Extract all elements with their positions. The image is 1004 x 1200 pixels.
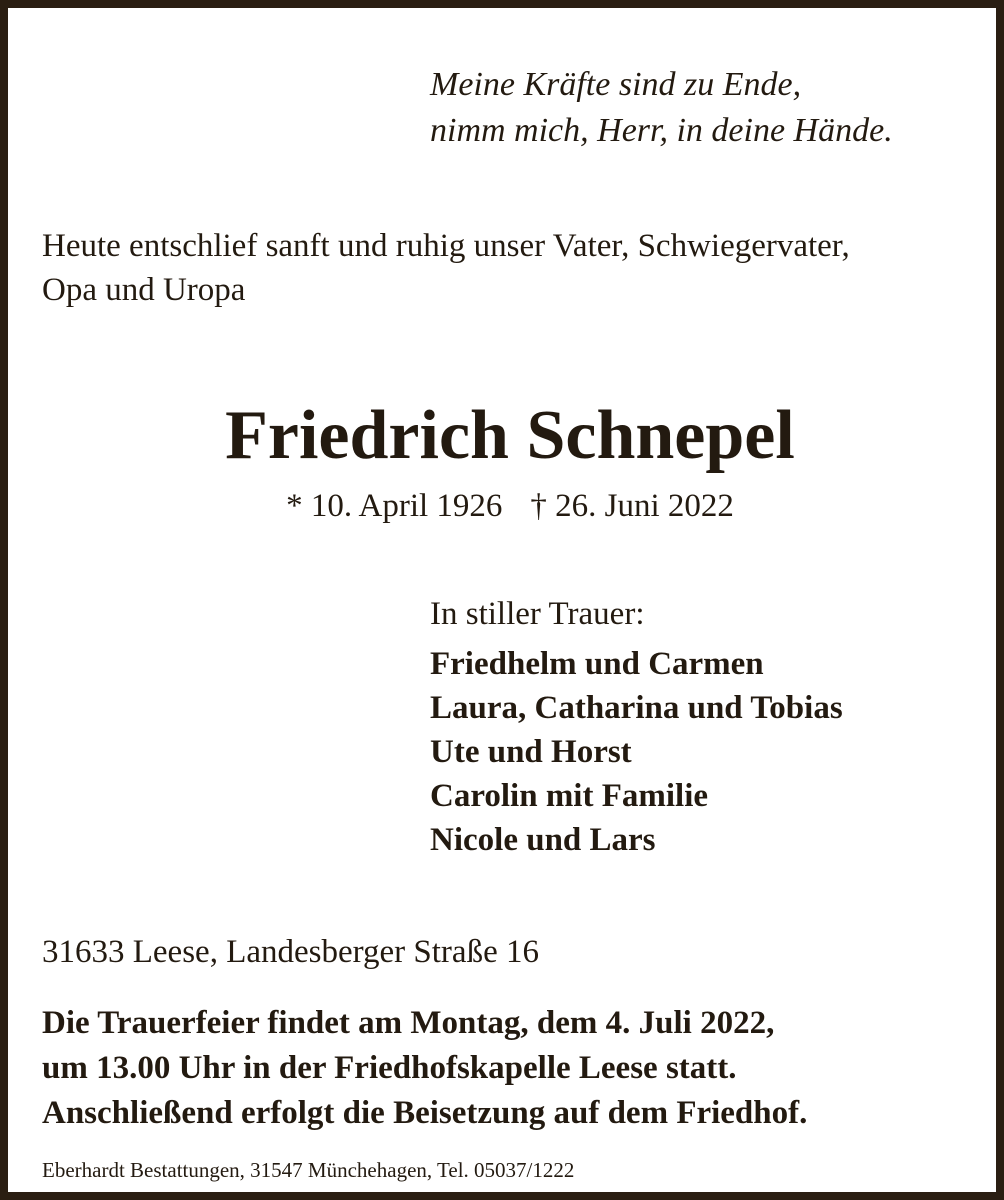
ceremony-line: um 13.00 Uhr in der Friedhofskapelle Leese statt. <box>42 1050 737 1086</box>
undertaker-info: Eberhardt Bestattungen, 31547 Münchehagen, Tel. 05037/1222 <box>42 1158 575 1182</box>
ceremony-line: Die Trauerfeier findet am Montag, dem 4. Juli 2022, <box>42 1005 775 1041</box>
intro-text <box>42 224 850 312</box>
deceased-name: Friedrich Schnepel <box>225 397 795 474</box>
mourners-list <box>430 642 843 862</box>
mourner-entry: Friedhelm und Carmen <box>430 646 764 682</box>
mourner-entry: Laura, Catharina und Tobias <box>430 690 843 726</box>
family-address: 31633 Leese, Landesberger Straße 16 <box>42 934 539 970</box>
mourner-entry: Nicole und Lars <box>430 822 656 858</box>
intro-line: Opa und Uropa <box>42 272 246 308</box>
ceremony-notice <box>42 1001 807 1136</box>
intro-line: Heute entschlief sanft und ruhig unser Vater, Schwiegervater, <box>42 228 850 264</box>
mourner-entry: Ute und Horst <box>430 734 632 770</box>
motto-line: Meine Kräfte sind zu Ende, <box>430 66 802 103</box>
ceremony-line: Anschließend erfolgt die Beisetzung auf dem Friedhof. <box>42 1095 808 1131</box>
life-dates <box>8 484 1004 528</box>
mourner-entry: Carolin mit Familie <box>430 778 709 814</box>
death-date: † 26. Juni 2022 <box>530 488 734 524</box>
mourning-heading: In stiller Trauer: <box>430 596 645 632</box>
motto-verse <box>430 62 893 154</box>
birth-date: * 10. April 1926 <box>286 488 503 524</box>
motto-line: nimm mich, Herr, in deine Hände. <box>430 112 893 149</box>
